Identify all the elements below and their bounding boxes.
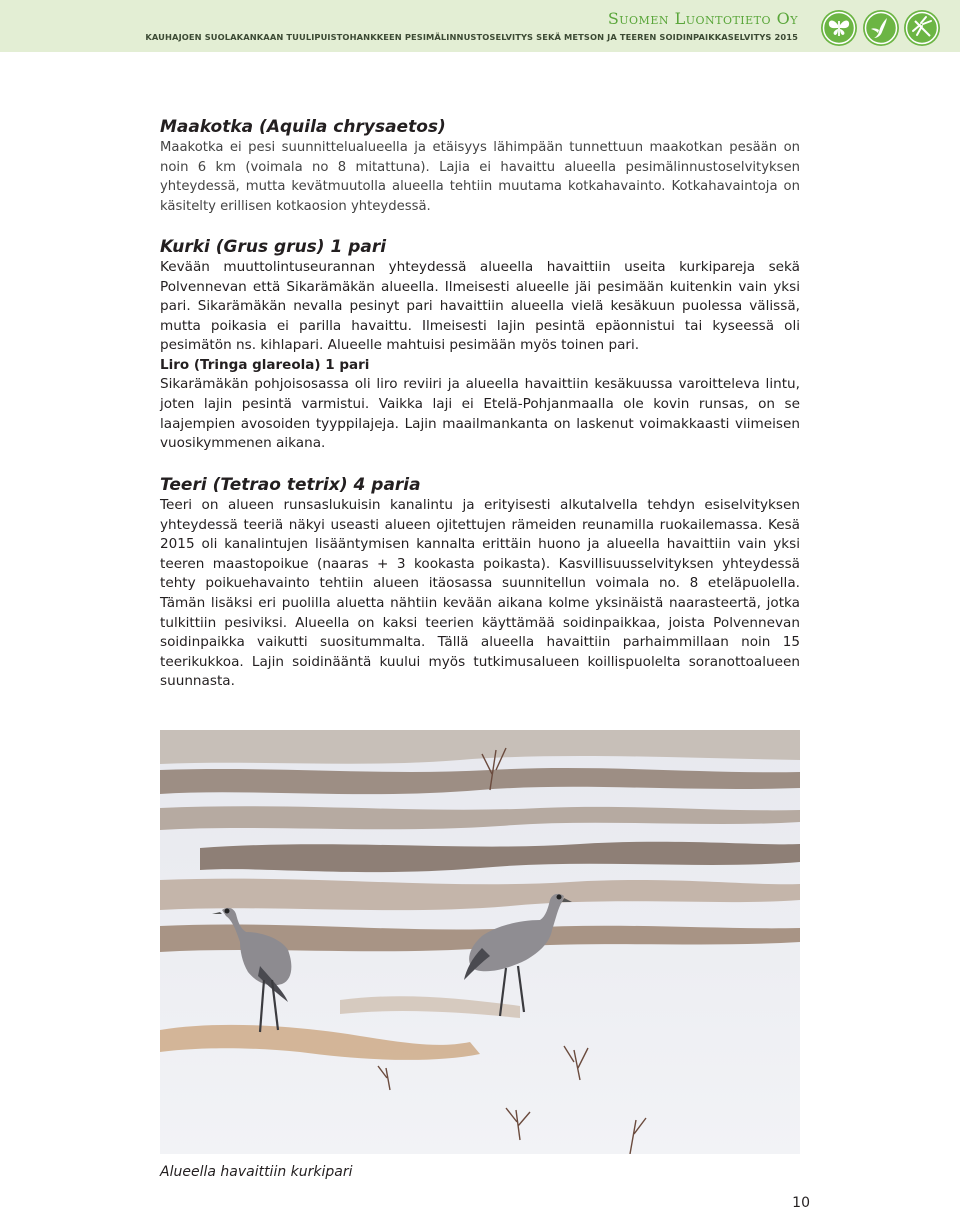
report-title: KAUHAJOEN SUOLAKANKAAN TUULIPUISTOHANKKEEN PESIMÄLINNUSTOSELVITYS SEKÄ METSON JA TEEREN SOIDINPAIKKASELVITYS 2015: [145, 32, 798, 42]
section-heading-maakotka: Maakotka (Aquila chrysaetos): [160, 117, 446, 137]
dragonfly-icon: [904, 10, 940, 46]
section-heading-liro: Liro (Tringa glareola) 1 pari: [160, 356, 370, 373]
page-header: [0, 0, 960, 52]
section-kurki: [160, 236, 800, 454]
section-heading-teeri: Teeri (Tetrao tetrix) 4 paria: [160, 475, 421, 495]
section-text-liro: Sikarämäkän pohjoisosassa oli liro reviiri ja alueella havaittiin kesäkuussa varoitteleva lintu, joten lajin pesintä varmistui. Vaikka laji ei Etelä-Pohjanmaalla ole kovin runsas, on se laajempien avosoiden tyyppilajeja. Lajin maailmankanta on laskenut voimakkaasti viimeisen vuosikymmenen aikana.: [160, 376, 800, 452]
section-text-kurki: Kevään muuttolintuseurannan yhteydessä alueella havaittiin useita kurkipareja sekä Polvennevan että Sikarämäkän alueella. Ilmeisesti alueelle jäi pesimään kuitenkin vain yksi pari. Sikarämäkän nevalla pesinyt pari havaittiin alueella vielä kesäkuun puolessa välissä, mutta poikasia ei parilla havaittu. Ilmeisesti lajin pesintä epäonnistui tai kyseessä oli pesimätön ns. kihlapari. Alueelle mahtuisi pesimään myös toinen pari.: [160, 259, 800, 354]
section-teeri: [160, 474, 800, 692]
section-heading-kurki: Kurki (Grus grus) 1 pari: [160, 237, 387, 257]
butterfly-icon: [821, 10, 857, 46]
section-text-maakotka: Maakotka ei pesi suunnittelualueella ja etäisyys lähimpään tunnettuun maakotkan pesään on noin 6 km (voimala no 8 mitattuna). Lajia ei havaittu alueella pesimälinnustoselvityksen yhteydessä, mutta kevätmuutolla alueella tehtiin muutama kotkahavainto. Kotkahavaintoja on käsitelty erillisen kotkaosion yhteydessä.: [160, 140, 800, 214]
bird-icon: [863, 10, 899, 46]
crane-photo: [160, 730, 800, 1154]
page-number: 10: [792, 1195, 810, 1211]
section-maakotka: [160, 116, 800, 216]
photo-caption: Alueella havaittiin kurkipari: [160, 1164, 353, 1180]
section-text-teeri: Teeri on alueen runsaslukuisin kanalintu ja erityisesti alkutalvella tehdyn esiselvityksen yhteydessä teeriä näkyi useasti alueen ojitettujen rämeiden reunamilla ruokailemassa. Kesä 2015 oli kanalintujen lisääntymisen kannalta erittäin huono ja alueella havaittiin vain yksi teeren maastopoikue (naaras + 3 kookasta poikasta). Kasvillisuusselvityksen yhteydessä tehty poikuehavainto tehtiin alueen itäosassa suunnitellun voimala no. 8 eteläpuolella. Tämän lisäksi eri puolilla aluetta nähtiin kevään aikana kolme yksinäistä naarasteertä, jotka tulkittiin pesiviksi. Alueella on kaksi teerien käyttämää soidinpaikkaa, joista Polvennevan soidinpaikka vaikutti suositummalta. Tällä alueella havaittiin parhaimmillaan noin 15 teerikukkoa. Lajin soidinääntä kuului myös tutkimusalueen koillispuolelta soranottoalueen suunnasta.: [160, 497, 800, 690]
brand-name: Suomen Luontotieto Oy: [607, 9, 798, 28]
